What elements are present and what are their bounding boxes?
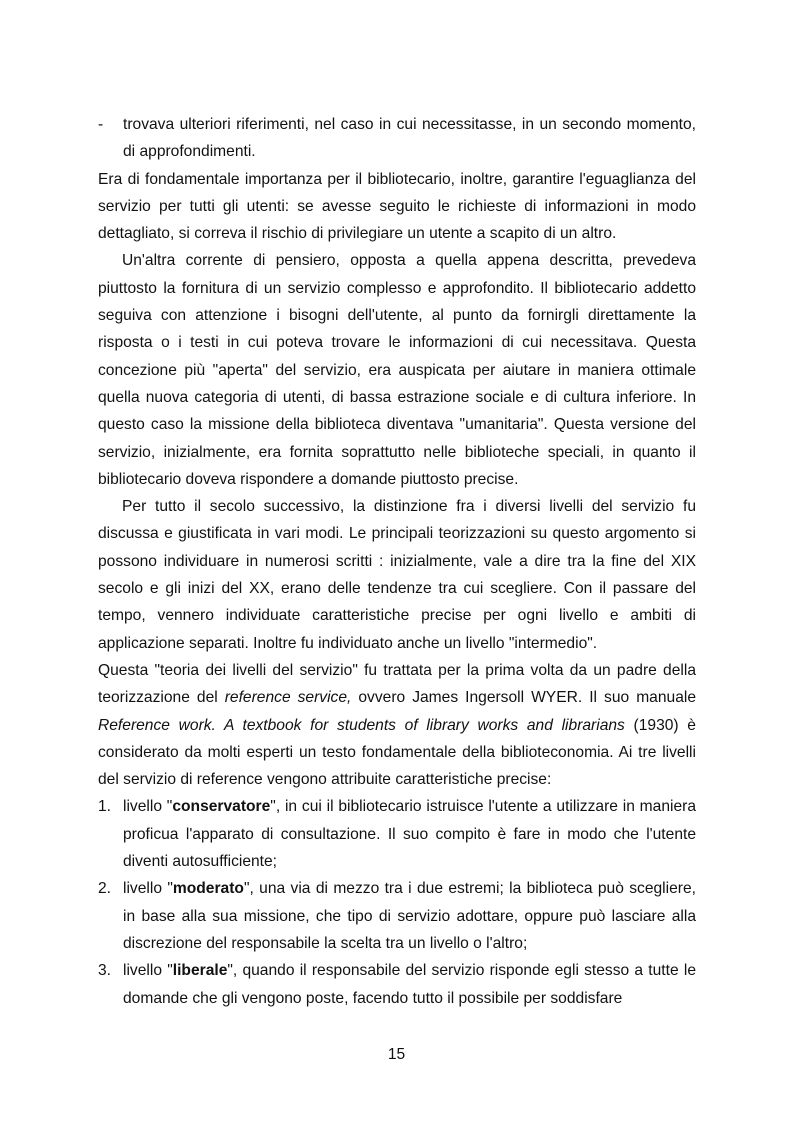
list-item-prefix: livello " — [123, 880, 173, 898]
page-number: 15 — [387, 1046, 406, 1063]
list-item-description: ", una via di mezzo tra i due estremi; la biblioteca può scegliere, in base alla sua missione, che tipo di servizio adottare, oppure può lasciare alla discrezione del responsabile la scelta tra un livello o l'altro; — [123, 880, 696, 952]
list-number: 1. — [98, 798, 112, 816]
paragraph-wyer — [98, 657, 696, 793]
paragraph-text: ovvero James Ingersoll WYER. Il suo manuale — [351, 689, 697, 707]
italic-term: reference service, — [224, 689, 352, 707]
level-name: liberale — [172, 962, 228, 980]
list-item-text — [123, 798, 696, 870]
list-item-text — [123, 880, 696, 952]
list-item-prefix: livello " — [123, 962, 173, 980]
list-number: 3. — [98, 962, 112, 980]
paragraph-text: (1930) è considerato da molti esperti un testo fondamentale della biblioteconomia. Ai tre livelli del servizio di reference vengono attribuite caratteristiche precise: — [98, 716, 696, 789]
list-item-prefix: livello " — [123, 798, 173, 816]
dash-list-item — [98, 111, 696, 166]
numbered-list-item — [98, 793, 696, 875]
paragraph: Un'altra corrente di pensiero, opposta a quella appena descritta, prevedeva piuttosto la fornitura di un servizio complesso e approfondito. Il bibliotecario addetto seguiva con attenzione i bisogni dell'utente, al punto da fornirgli direttamente la risposta o i testi in cui poteva trovare le informazioni di cui necessitava. Questa concezione più "aperta" del servizio, era auspicata per aiutare in maniera ottimale quella nuova categoria di utenti, di bassa estrazione sociale e di cultura inferiore. In questo caso la missione della biblioteca diventava "umanitaria". Questa versione del servizio, inizialmente, era fornita soprattutto nelle biblioteche speciali, in quanto il bibliotecario doveva rispondere a domande piuttosto precise. — [98, 252, 696, 488]
dash-item-text: trovava ulteriori riferimenti, nel caso in cui necessitasse, in un secondo momento, di approfondimenti. — [123, 116, 696, 161]
book-title: Reference work. A textbook for students of library works and librarians — [98, 716, 625, 734]
list-item-description: ", quando il responsabile del servizio risponde egli stesso a tutte le domande che gli vengono poste, facendo tutto il possibile per soddisfare — [123, 962, 697, 1007]
document-page — [98, 111, 696, 1012]
paragraph-text: Questa "teoria dei livelli del servizio" fu trattata per la prima volta da un padre della teorizzazione del — [98, 661, 696, 707]
list-item-description: ", in cui il bibliotecario istruisce l'utente a utilizzare in maniera proficua l'apparato di consultazione. Il suo compito è fare in modo che l'utente diventi autosufficiente; — [123, 798, 696, 871]
list-item-text — [123, 962, 696, 1006]
level-name: conservatore — [172, 798, 271, 816]
numbered-list-item — [98, 875, 696, 957]
list-number: 2. — [98, 880, 112, 898]
numbered-list-item — [98, 957, 696, 1012]
paragraph: Era di fondamentale importanza per il bibliotecario, inoltre, garantire l'eguaglianza del servizio per tutti gli utenti: se avesse seguito le richieste di informazioni in modo dettagliato, si correva il rischio di privilegiare un utente a scapito di un altro. — [98, 170, 696, 243]
dash-bullet: - — [98, 116, 104, 133]
level-name: moderato — [172, 880, 244, 898]
paragraph: Per tutto il secolo successivo, la distinzione fra i diversi livelli del servizio fu discussa e giustificata in vari modi. Le principali teorizzazioni su questo argomento si possono individuare in numerosi scritti : inizialmente, vale a dire tra la fine del XIX secolo e gli inizi del XX, erano delle tendenze tra cui scegliere. Con il passare del tempo, vennero individuate caratteristiche precise per ogni livello e ambiti di applicazione separati. Inoltre fu individuato anche un livello "intermedio". — [98, 498, 696, 652]
